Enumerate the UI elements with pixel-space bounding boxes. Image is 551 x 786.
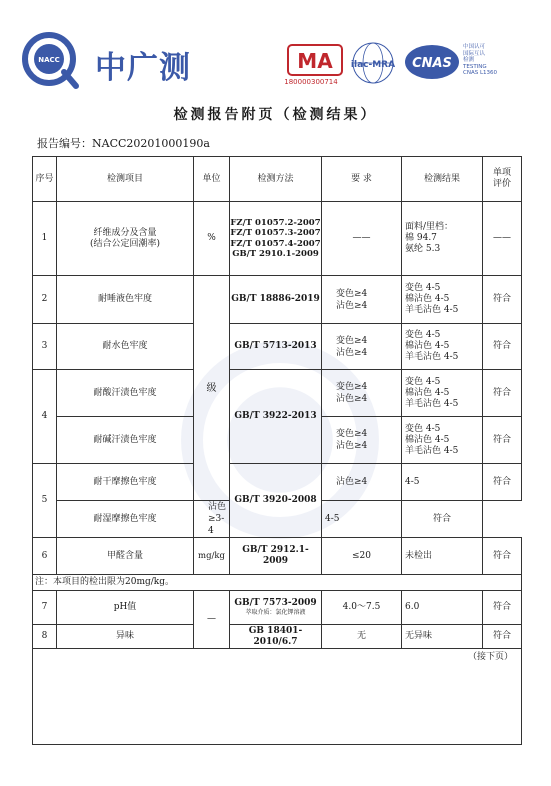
header-item: 检测项目 [57,157,194,202]
header-method: 检测方法 [230,157,322,202]
table-row: 3 耐水色牢度 GB/T 5713-2013 变色≥4 沾色≥4 变色 4-5 棉沾色 4-5 羊毛沾色 4-5 符合 [33,324,522,370]
item-cell: 纤维成分及含量 (结合公定回潮率) [57,202,194,276]
table-row: 耐碱汗渍色牢度 变色≥4 沾色≥4 变色 4-5 棉沾色 4-5 羊毛沾色 4-5 符合 [33,417,522,464]
note-text: 注：本项目的检出限为20mg/kg。 [33,575,522,591]
table-header-row [33,157,522,202]
report-number: 报告编号：NACC20201000190a [37,137,210,150]
table-row: 6 甲醛含量 mg/kg GB/T 2912.1-2009 ≤20 未检出 符合 [33,538,522,575]
nacc-logo-icon [18,28,84,94]
table-row: 耐湿摩擦色牢度 沾色≥3-4 4-5 符合 [33,501,522,538]
table-row: 2 耐唾液色牢度 级 GB/T 18886-2019 变色≥4 沾色≥4 变色 4-5 棉沾色 4-5 羊毛沾色 4-5 符合 [33,276,522,324]
grade-unit-cell: 级 [194,276,230,501]
table-row: 5 耐干摩擦色牢度 GB/T 3920-2008 沾色≥4 4-5 符合 [33,464,522,501]
results-table [32,156,522,745]
cnas-mark-icon [403,42,461,82]
ma-text: MA [297,49,333,73]
ma-code: 180000300714 [284,78,338,86]
header-result: 检测结果 [402,157,483,202]
ilac-text: ilac-MRA [350,60,396,70]
ma-mark-icon [282,44,348,76]
header-unit: 单位 [194,157,230,202]
header-no: 序号 [33,157,57,202]
ilac-mra-icon [345,40,401,86]
cnas-caption: 中国认可 国际互认 检测 TESTING CNAS L1360 [463,44,498,77]
brand-name: 中广测 [95,50,191,86]
continued-row [33,649,522,745]
table-row: 4 耐酸汗渍色牢度 GB/T 3922-2013 变色≥4 沾色≥4 变色 4-5 棉沾色 4-5 羊毛沾色 4-5 符合 [33,370,522,417]
continued-text: （接下页） [33,649,522,745]
table-row: 8 异味 GB 18401-2010/6.7 无 无异味 符合 [33,625,522,649]
cnas-text: CNAS [412,56,452,71]
logo-text: NACC [38,56,60,64]
header-evaluation: 单项评价 [483,157,522,202]
header-requirement: 要 求 [322,157,402,202]
method-cell: FZ/T 01057.2-2007 FZ/T 01057.3-2007 FZ/T 01057.4-2007 GB/T 2910.1-2009 [230,202,322,276]
result-cell: 面料/里档： 棉 94.7 氨纶 5.3 [402,202,483,276]
page-title: 检测报告附页（检测结果） [173,107,378,123]
note-row [33,575,522,591]
dash-unit-cell: — [194,591,230,649]
table-row: 7 pH值 — GB/T 7573-2009 萃取介质：氯化钾溶液 4.0～7.5 6.0 符合 [33,591,522,625]
table-row: 1 纤维成分及含量 (结合公定回潮率) % FZ/T 01057.2-2007 FZ/T 01057.3-2007 FZ/T 01057.4-2007 GB/T 2910.1-2009 —— 面料/里档： 棉 94.7 氨纶 5.3 —— [33,202,522,276]
